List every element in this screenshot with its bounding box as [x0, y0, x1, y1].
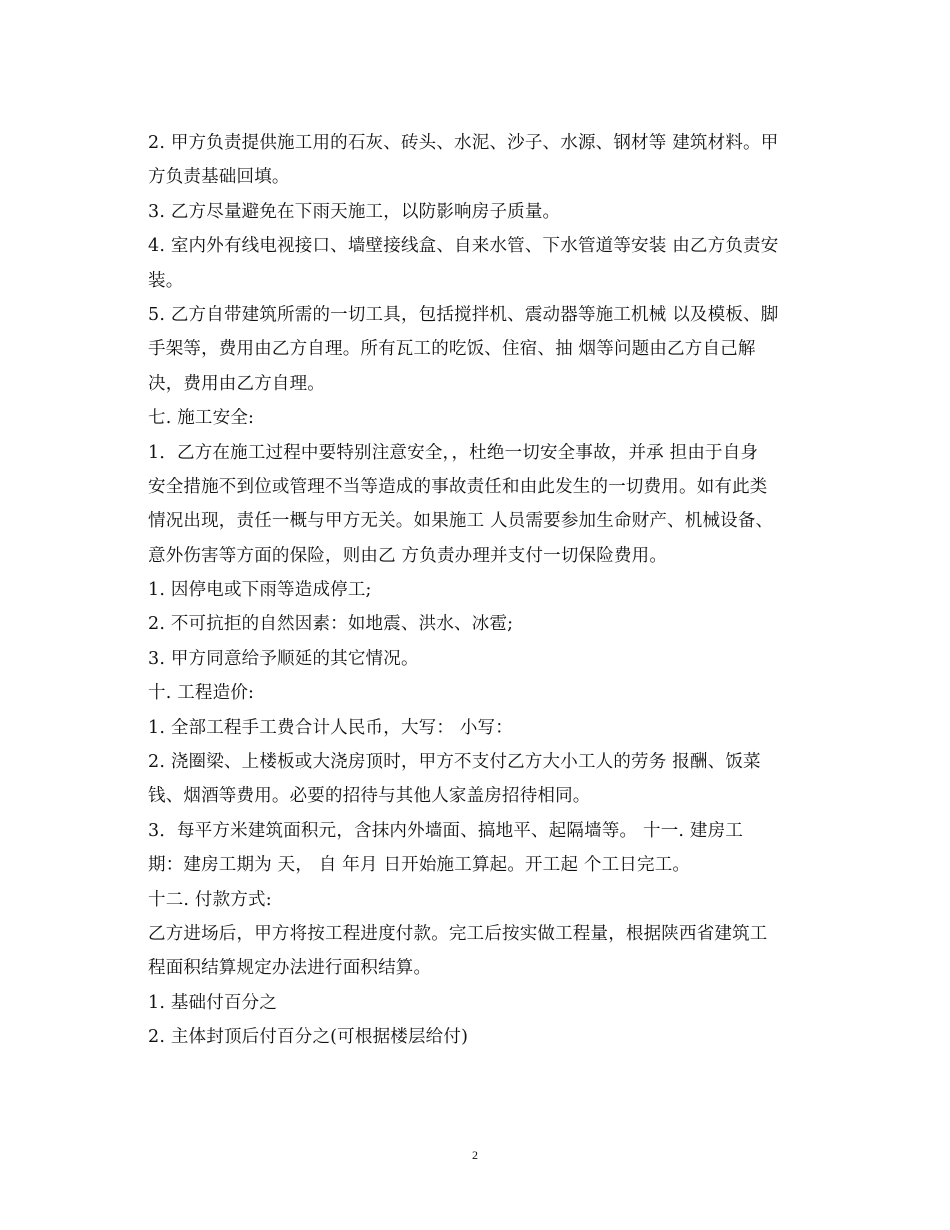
text-line: 1. 基础付百分之 [148, 992, 278, 1013]
text-line: 情况出现，责任一概与甲方无关。如果施工 人员需要参加生命财产、机械设备、 [148, 511, 774, 532]
text-line: 程面积结算规定办法进行面积结算。 [148, 958, 432, 979]
text-line: 2. 浇圈梁、上楼板或大浇房顶时，甲方不支付乙方大小工人的劳务 报酬、饭菜 [148, 752, 761, 773]
text-line: 装。 [148, 270, 184, 291]
text-line: 5. 乙方自带建筑所需的一切工具，包括搅拌机、震动器等施工机械 以及模板、脚 [148, 304, 779, 325]
text-line: 安全措施不到位或管理不当等造成的事故责任和由此发生的一切费用。如有此类 [148, 476, 768, 497]
text-line: 2. 甲方负责提供施工用的石灰、砖头、水泥、沙子、水源、钢材等 建筑材料。甲 [148, 133, 779, 153]
text-line: 1. 全部工程手工费合计人民币，大写： 小写： [148, 717, 513, 738]
page-number: 2 [472, 1148, 478, 1162]
text-line: 3. 乙方尽量避免在下雨天施工，以防影响房子质量。 [148, 201, 561, 222]
text-line: 4. 室内外有线电视接口、墙壁接线盒、自来水管、下水管道等安装 由乙方负责安 [148, 236, 779, 257]
text-line: 意外伤害等方面的保险，则由乙 方负责办理并支付一切保险费用。 [148, 545, 668, 566]
text-line: 方负责基础回填。 [148, 167, 290, 188]
text-line: 十二. 付款方式: [148, 889, 272, 910]
text-line: 3．每平方米建筑面积元，含抹内外墙面、搞地平、起隔墙等。 十一. 建房工 [148, 820, 744, 841]
text-line: 1．乙方在施工过程中要特别注意安全，，杜绝一切安全事故，并承 担由于自身 [148, 442, 759, 463]
text-line: 钱、烟酒等费用。必要的招待与其他人家盖房招待相同。 [148, 786, 591, 807]
text-line: 手架等，费用由乙方自理。所有瓦工的吃饭、住宿、抽 烟等问题由乙方自己解 [148, 339, 756, 360]
text-line: 决，费用由乙方自理。 [148, 373, 325, 394]
document-body [148, 126, 808, 1055]
text-line: 七. 施工安全: [148, 408, 255, 429]
text-line: 2. 主体封顶后付百分之(可根据楼层给付) [148, 1027, 469, 1048]
text-line: 3. 甲方同意给予顺延的其它情况。 [148, 648, 419, 669]
text-line: 乙方进场后，甲方将按工程进度付款。完工后按实做工程量，根据陕西省建筑工 [148, 923, 768, 944]
text-line: 2. 不可抗拒的自然因素：如地震、洪水、冰雹; [148, 614, 514, 635]
text-line: 十. 工程造价: [148, 683, 255, 704]
text-line: 期：建房工期为 天， 自 年月 日开始施工算起。开工起 个工日完工。 [148, 855, 691, 876]
text-line: 1. 因停电或下雨等造成停工; [148, 580, 372, 601]
